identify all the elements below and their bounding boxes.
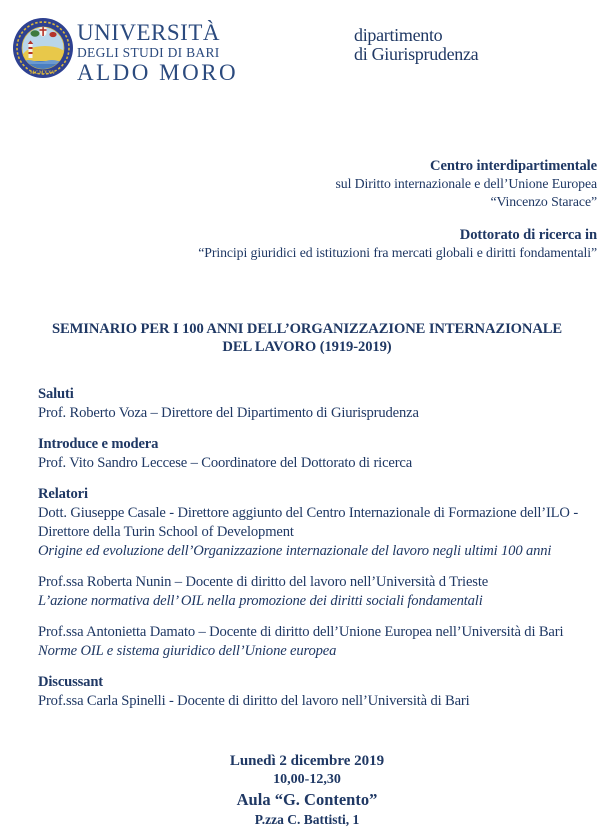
speaker-nunin-line: Prof.ssa Roberta Nunin – Docente di diritto del lavoro nell’Università d Trieste [38,574,489,590]
discussant-section [38,673,578,711]
relatori-heading: Relatori [38,486,88,502]
speaker-damato-line: Prof.ssa Antonietta Damato – Docente di diritto dell’Unione Europea nell’Università di Bari [38,624,564,640]
dottorato-block [198,226,597,262]
event-details [0,752,614,828]
speaker-casale-topic: Origine ed evoluzione dell’Organizzazione internazionale del lavoro negli ultimi 100 anni [38,543,552,559]
university-name-line3: ALDO MORO [77,60,239,85]
relatori-section [38,485,578,561]
dottorato-heading: Dottorato di ricerca in [459,227,597,243]
speaker-nunin-topic: L’azione normativa dell’ OIL nella promozione dei diritti sociali fondamentali [38,593,483,609]
department-name [354,26,478,64]
saluti-section [38,385,578,423]
dottorato-line2: “Principi giuridici ed istituzioni fra mercati globali e diritti fondamentali” [198,245,597,260]
program [38,385,578,723]
seminar-title-line1: SEMINARIO PER I 100 ANNI DELL’ORGANIZZAZIONE INTERNAZIONALE [51,321,563,337]
speaker-casale-line1: Dott. Giuseppe Casale - Direttore aggiunto del Centro Internazionale di Formazione dell’ILO - [38,505,579,521]
university-seal-icon [12,17,74,79]
speaker-casale-line2: Direttore della Turin School of Development [38,524,294,540]
department-line1: dipartimento [354,25,443,45]
moderation-heading: Introduce e modera [38,436,159,452]
event-room: Aula “G. Contento” [236,790,378,809]
seminar-title [0,320,614,356]
discussant-speaker: Prof.ssa Carla Spinelli - Docente di diritto del lavoro nell’Università di Bari [38,693,470,709]
seal-year-text: MCMXXV [30,71,56,76]
moderation-speaker: Prof. Vito Sandro Leccese – Coordinatore del Dottorato di ricerca [38,455,413,471]
event-address: P.zza C. Battisti, 1 [254,812,360,827]
centro-line3: “Vincenzo Starace” [490,194,597,209]
university-wordmark [77,21,238,85]
event-time: 10,00-12,30 [273,772,341,787]
university-name-line1: UNIVERSITÀ [77,20,220,45]
centro-line2: sul Diritto internazionale e dell’Unione Europea [335,176,597,191]
saluti-speaker: Prof. Roberto Voza – Direttore del Dipartimento di Giurisprudenza [38,405,419,421]
speaker-nunin-entry [38,573,578,611]
speaker-damato-entry [38,623,578,661]
centro-interdipartimentale-block [336,157,597,211]
university-name-line2: DEGLI STUDI DI BARI [77,45,220,60]
event-date: Lunedì 2 dicembre 2019 [229,753,385,769]
speaker-damato-topic: Norme OIL e sistema giuridico dell’Unione europea [38,643,337,659]
saluti-heading: Saluti [38,386,74,402]
discussant-heading: Discussant [38,674,103,690]
centro-heading: Centro interdipartimentale [430,158,597,174]
moderation-section [38,435,578,473]
department-line2: di Giurisprudenza [354,44,479,64]
seminar-title-line2: DEL LAVORO (1919-2019) [222,339,392,355]
